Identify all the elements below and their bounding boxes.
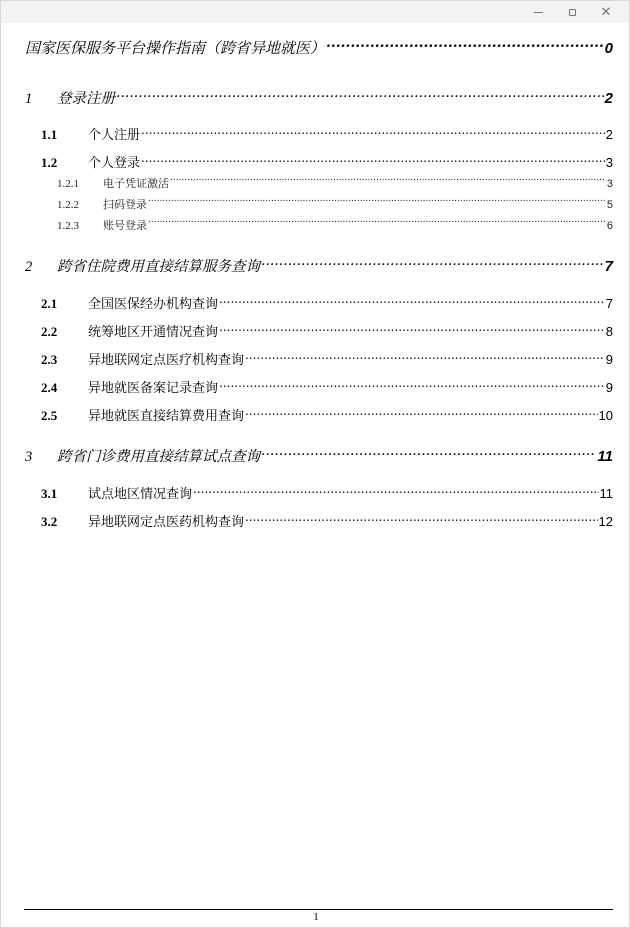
- toc-doc-title-entry[interactable]: [25, 35, 613, 57]
- minimize-icon: [534, 12, 543, 13]
- toc-leader-dots: [141, 123, 605, 139]
- toc-leader-dots: [219, 292, 605, 308]
- toc-entry-title: 试点地区情况查询: [88, 487, 193, 502]
- toc-entry-title: 个人登录: [88, 156, 141, 171]
- toc-leader-dots: [148, 216, 606, 229]
- toc-leader-dots: [148, 195, 606, 208]
- window-controls: [521, 1, 623, 23]
- toc-entry-title: 异地就医直接结算费用查询: [88, 409, 245, 424]
- toc-entry[interactable]: [25, 253, 613, 275]
- toc-page-number: 11: [597, 448, 613, 465]
- toc-entry-title: 全国医保经办机构查询: [88, 297, 219, 312]
- toc-leader-dots: [245, 510, 598, 526]
- close-button[interactable]: [589, 1, 623, 23]
- toc-page-number: 9: [605, 380, 613, 395]
- toc-entry-number: 1.2.3: [57, 220, 79, 232]
- toc-page-number: 11: [599, 486, 613, 501]
- toc-entry-number: 3: [25, 449, 33, 465]
- toc-entry[interactable]: [25, 320, 613, 340]
- toc-entry-title: 异地联网定点医药机构查询: [88, 515, 245, 530]
- toc-entry-number: 1.2.1: [57, 178, 79, 190]
- minimize-button[interactable]: [521, 1, 555, 23]
- toc-entry[interactable]: [25, 195, 613, 211]
- toc-entry-title: 登录注册: [57, 91, 115, 107]
- toc-page-number: 12: [598, 514, 613, 529]
- toc-page-number: 7: [604, 258, 613, 275]
- toc-entry-title: 异地就医备案记录查询: [88, 381, 219, 396]
- toc-entry-title: 跨省门诊费用直接结算试点查询: [57, 449, 260, 465]
- toc-entry-number: 2.3: [41, 352, 58, 367]
- footer-rule: [24, 909, 613, 910]
- toc-page-number: 3: [606, 178, 613, 190]
- toc-page-number: 10: [598, 408, 613, 423]
- toc-entry[interactable]: [25, 85, 613, 107]
- toc-entry-title: 个人注册: [88, 128, 141, 143]
- toc-entry-number: 1.2: [41, 155, 58, 170]
- toc-page-number: 2: [604, 90, 613, 107]
- toc-entry-number: 2: [25, 259, 33, 275]
- toc-entry[interactable]: [25, 123, 613, 143]
- toc-entry-title: 跨省住院费用直接结算服务查询: [57, 259, 260, 275]
- toc-page-number: 0: [604, 40, 613, 57]
- toc-entry-number: 2.5: [41, 408, 58, 423]
- toc-entry-number: 2.1: [41, 296, 58, 311]
- toc-leader-dots: [170, 174, 606, 187]
- toc-entry-title: 扫码登录: [103, 198, 147, 211]
- toc-entry-number: 3.1: [41, 486, 58, 501]
- toc-entry-number: 2.2: [41, 324, 58, 339]
- toc-entry[interactable]: [25, 216, 613, 232]
- toc-entry[interactable]: [25, 292, 613, 312]
- maximize-icon: [569, 9, 576, 16]
- toc-entry-number: 1.1: [41, 127, 58, 142]
- toc-page-number: 7: [605, 296, 613, 311]
- toc-leader-dots: [245, 404, 598, 420]
- toc-leader-dots: [261, 443, 596, 461]
- toc-entry-title: 异地联网定点医疗机构查询: [88, 353, 245, 368]
- toc-leader-dots: [116, 85, 604, 103]
- toc-page-number: 2: [605, 127, 613, 142]
- toc-entry[interactable]: [25, 443, 613, 465]
- toc-leader-dots: [261, 253, 604, 271]
- toc-entry-number: 1: [25, 91, 33, 107]
- close-icon: ✕: [600, 4, 612, 20]
- toc-entry[interactable]: [25, 376, 613, 396]
- toc-entry[interactable]: [25, 174, 613, 190]
- toc-page-number: 9: [605, 352, 613, 367]
- maximize-button[interactable]: [555, 1, 589, 23]
- toc-entry[interactable]: [25, 510, 613, 530]
- toc-entry[interactable]: [25, 151, 613, 171]
- toc-leader-dots: [193, 482, 598, 498]
- toc-entry-number: 1.2.2: [57, 199, 79, 211]
- toc-entry-number: 3.2: [41, 514, 58, 529]
- toc-page-number: 8: [605, 324, 613, 339]
- toc-page-number: 6: [606, 220, 613, 232]
- toc-leader-dots: [245, 348, 605, 364]
- toc-entry-title: 电子凭证激活: [103, 177, 169, 190]
- toc-entry[interactable]: [25, 404, 613, 424]
- toc-entry[interactable]: [25, 348, 613, 368]
- toc-leader-dots: [219, 320, 605, 336]
- toc-doc-title: 国家医保服务平台操作指南（跨省异地就医）: [25, 39, 326, 57]
- toc-leader-dots: [141, 151, 605, 167]
- toc-entry[interactable]: [25, 482, 613, 502]
- footer-page-number: 1: [313, 911, 319, 923]
- toc-leader-dots: [326, 35, 604, 53]
- toc-page-number: 5: [606, 199, 613, 211]
- toc-entry-number: 2.4: [41, 380, 58, 395]
- toc-entry-title: 账号登录: [103, 219, 147, 232]
- toc-entry-title: 统筹地区开通情况查询: [88, 325, 219, 340]
- title-bar: [1, 1, 629, 23]
- toc-page-number: 3: [605, 155, 613, 170]
- toc-leader-dots: [219, 376, 605, 392]
